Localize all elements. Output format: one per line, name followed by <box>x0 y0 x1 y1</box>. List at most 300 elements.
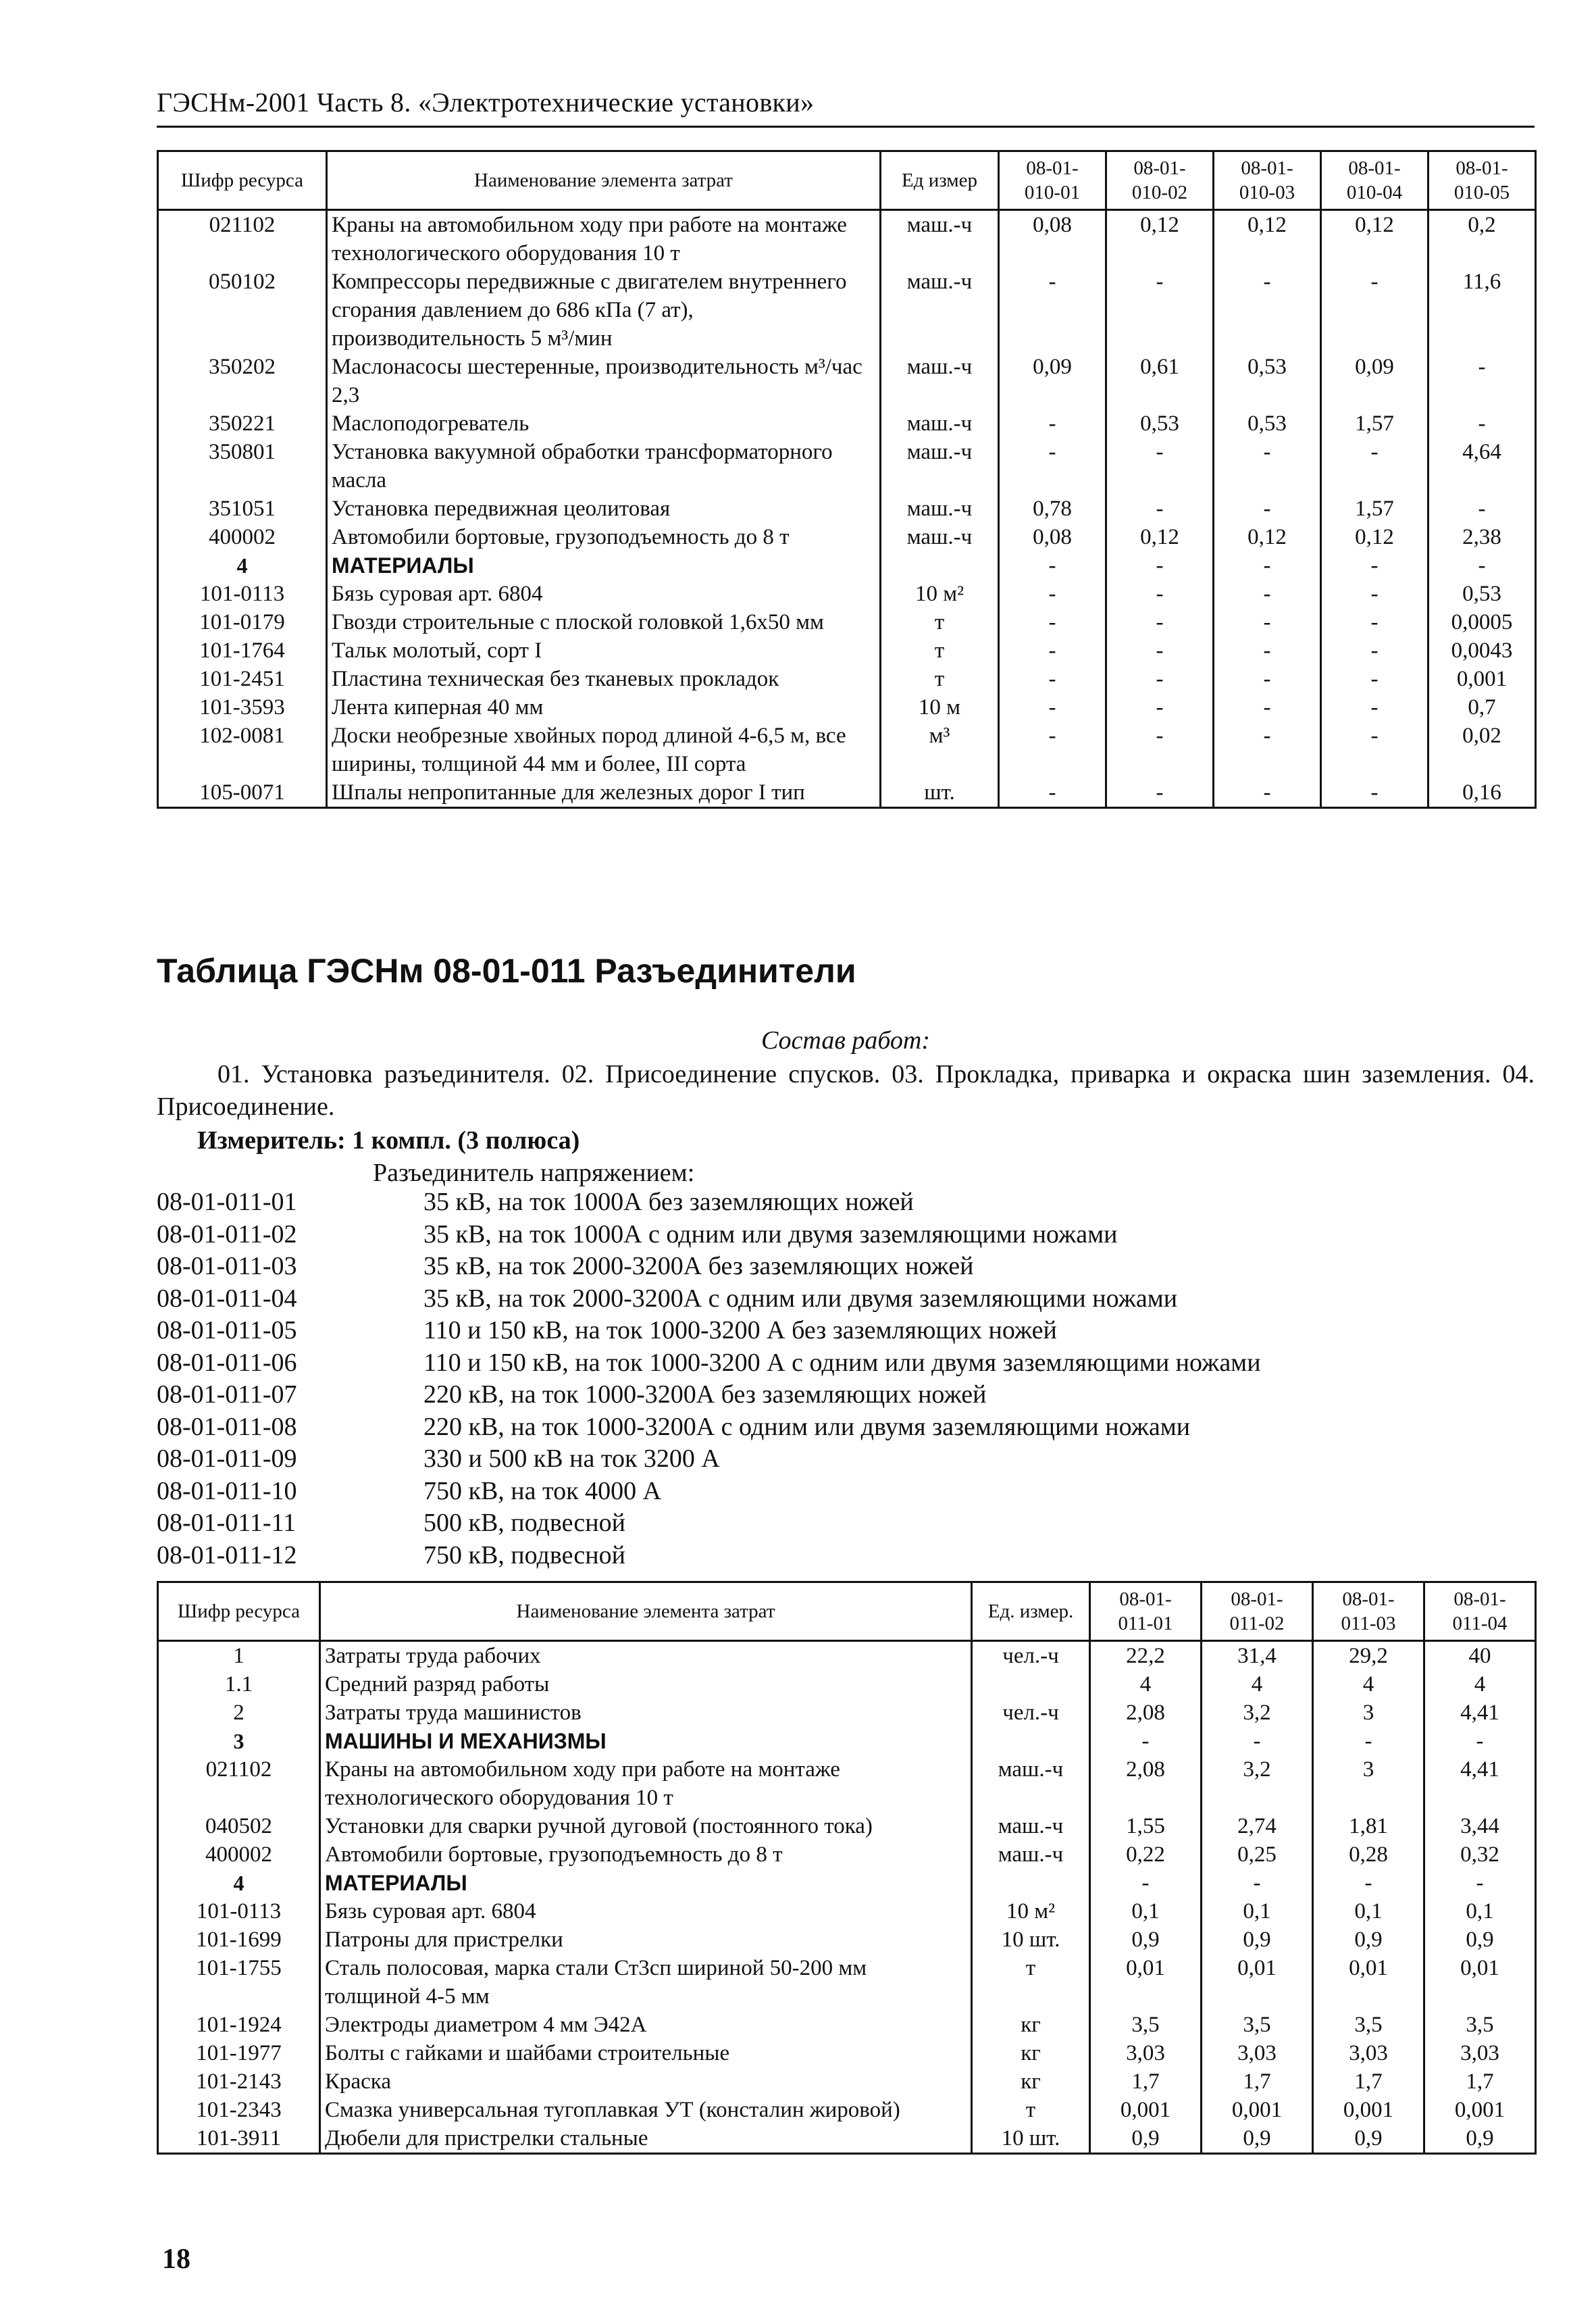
variant-code: 08-01-011-02 <box>157 1219 297 1249</box>
resource-value: 0,12 <box>1214 523 1321 551</box>
resource-unit <box>881 551 999 580</box>
resource-value: 0,78 <box>999 495 1106 523</box>
resource-name: Установка передвижная цеолитовая <box>327 495 881 523</box>
header-code: Шифр ресурса <box>158 1582 320 1641</box>
variant-code: 08-01-011-01 <box>157 1188 297 1216</box>
resource-value: 0,12 <box>1321 210 1428 268</box>
resource-code: 3 <box>158 1727 320 1755</box>
resource-name: Установка вакуумной обработки трансформаторного масла <box>327 438 881 495</box>
resource-value: - <box>1321 551 1428 580</box>
resource-code: 101-1755 <box>158 1954 320 2011</box>
resource-value: 2,38 <box>1428 523 1536 551</box>
table-row <box>158 1926 1536 1954</box>
resource-value: 3,5 <box>1202 2011 1313 2039</box>
resource-value: 0,9 <box>1090 2124 1202 2154</box>
resource-value: 1,7 <box>1090 2067 1202 2096</box>
table-row <box>158 1641 1536 1671</box>
variant-text: 110 и 150 кВ, на ток 1000-3200 А без заземляющих ножей <box>423 1316 1057 1344</box>
resource-value: 3,5 <box>1424 2011 1536 2039</box>
resource-value: - <box>1321 608 1428 636</box>
resource-unit: т <box>881 636 999 665</box>
resource-value: - <box>1214 268 1321 353</box>
resource-code: 101-2343 <box>158 2096 320 2124</box>
variant-text: 35 кВ, на ток 1000А без заземляющих ножей <box>423 1188 914 1216</box>
resource-name: Лента киперная 40 мм <box>327 693 881 722</box>
resource-value: 1,7 <box>1313 2067 1424 2096</box>
resource-value: - <box>1202 1869 1313 1897</box>
resource-value: 0,7 <box>1428 693 1536 722</box>
resource-name: Затраты труда рабочих <box>320 1641 972 1671</box>
resource-unit: маш.-ч <box>881 210 999 268</box>
resource-value: - <box>1106 636 1214 665</box>
resource-unit: кг <box>972 2039 1090 2067</box>
table-row <box>158 580 1536 608</box>
resource-value: - <box>999 693 1106 722</box>
table-row <box>158 438 1536 495</box>
resource-value: 31,4 <box>1202 1641 1313 1671</box>
resource-value: 0,09 <box>1321 353 1428 409</box>
resource-table-08-01-011 <box>157 1581 1537 2155</box>
resource-unit <box>972 1869 1090 1897</box>
resource-name: Тальк молотый, сорт I <box>327 636 881 665</box>
resource-code: 400002 <box>158 523 327 551</box>
resource-unit <box>972 1727 1090 1755</box>
resource-code: 105-0071 <box>158 778 327 808</box>
resource-value: - <box>1428 353 1536 409</box>
variant-code: 08-01-011-06 <box>157 1348 297 1377</box>
resource-value: 4 <box>1424 1670 1536 1699</box>
table-row <box>158 551 1536 580</box>
resource-name: Бязь суровая арт. 6804 <box>320 1897 972 1926</box>
resource-value: 0,28 <box>1313 1840 1424 1869</box>
resource-value: 0,08 <box>999 523 1106 551</box>
resource-code: 101-1977 <box>158 2039 320 2067</box>
resource-name: Бязь суровая арт. 6804 <box>327 580 881 608</box>
resource-value: - <box>999 268 1106 353</box>
table-row <box>158 665 1536 693</box>
resource-value: 11,6 <box>1428 268 1536 353</box>
norm-variant <box>157 1347 1535 1380</box>
resource-name: Маслонасосы шестеренные, производительность м³/час 2,3 <box>327 353 881 409</box>
header-code: Шифр ресурса <box>158 151 327 210</box>
norm-variant <box>157 1315 1535 1347</box>
norm-variant <box>157 1540 1535 1572</box>
resource-value: 0,53 <box>1428 580 1536 608</box>
resource-name: Сталь полосовая, марка стали Ст3сп шириной 50-200 мм толщиной 4-5 мм <box>320 1954 972 2011</box>
meter-line: Измеритель: 1 компл. (3 полюса) <box>197 1126 580 1155</box>
resource-unit: 10 м² <box>972 1897 1090 1926</box>
resource-name: Болты с гайками и шайбами строительные <box>320 2039 972 2067</box>
resource-unit: маш.-ч <box>881 353 999 409</box>
table-row <box>158 778 1536 808</box>
table-row <box>158 1699 1536 1727</box>
resource-unit: кг <box>972 2011 1090 2039</box>
resource-value: 29,2 <box>1313 1641 1424 1671</box>
resource-value: - <box>1424 1869 1536 1897</box>
resource-unit: т <box>881 608 999 636</box>
resource-value: 0,001 <box>1428 665 1536 693</box>
resource-name: Дюбели для пристрелки стальные <box>320 2124 972 2154</box>
resource-value: 4,41 <box>1424 1699 1536 1727</box>
variant-code: 08-01-011-09 <box>157 1444 297 1473</box>
resource-value: - <box>1106 665 1214 693</box>
resource-value: - <box>1090 1727 1202 1755</box>
resource-name: Электроды диаметром 4 мм Э42А <box>320 2011 972 2039</box>
resource-code: 350202 <box>158 353 327 409</box>
resource-value: 0,01 <box>1424 1954 1536 2011</box>
resource-value: - <box>1214 608 1321 636</box>
resource-unit: маш.-ч <box>972 1812 1090 1840</box>
resource-value: 0,9 <box>1313 1926 1424 1954</box>
resource-value: 0,9 <box>1202 2124 1313 2154</box>
resource-unit: 10 шт. <box>972 2124 1090 2154</box>
resource-value: 40 <box>1424 1641 1536 1671</box>
resource-value: - <box>1202 1727 1313 1755</box>
resource-value: - <box>1090 1869 1202 1897</box>
resource-value: - <box>1214 438 1321 495</box>
resource-unit: шт. <box>881 778 999 808</box>
resource-value: - <box>999 665 1106 693</box>
resource-code: 102-0081 <box>158 722 327 778</box>
variant-text: 750 кВ, подвесной <box>423 1540 625 1569</box>
resource-code: 101-1699 <box>158 1926 320 1954</box>
resource-name: Затраты труда машинистов <box>320 1699 972 1727</box>
resource-value: 1,55 <box>1090 1812 1202 1840</box>
resource-code: 101-3911 <box>158 2124 320 2154</box>
header-col: 08-01- 010-04 <box>1321 151 1428 210</box>
resource-name: Автомобили бортовые, грузоподъемность до 8 т <box>320 1840 972 1869</box>
norm-variant <box>157 1443 1535 1476</box>
table-row <box>158 409 1536 438</box>
resource-name: Краны на автомобильном ходу при работе на монтаже технологического оборудования 10 т <box>320 1755 972 1812</box>
variant-code: 08-01-011-07 <box>157 1380 297 1409</box>
resource-value: 0,1 <box>1202 1897 1313 1926</box>
resource-value: - <box>999 551 1106 580</box>
header-col: 08-01- 010-03 <box>1214 151 1321 210</box>
variant-code: 08-01-011-04 <box>157 1284 297 1313</box>
resource-value: - <box>1214 665 1321 693</box>
resource-value: - <box>1321 693 1428 722</box>
resource-name: Краны на автомобильном ходу при работе на монтаже технологического оборудования 10 т <box>327 210 881 268</box>
resource-value: - <box>1428 495 1536 523</box>
resource-unit: маш.-ч <box>881 523 999 551</box>
resource-value: - <box>1106 438 1214 495</box>
resource-value: 0,9 <box>1424 2124 1536 2154</box>
table-row <box>158 268 1536 353</box>
resource-value: 0,0005 <box>1428 608 1536 636</box>
header-col: 08-01- 011-04 <box>1424 1582 1536 1641</box>
variant-text: 220 кВ, на ток 1000-3200А без заземляющих ножей <box>423 1380 987 1409</box>
resource-value: 0,001 <box>1090 2096 1202 2124</box>
work-composition-text: 01. Установка разъединителя. 02. Присоединение спусков. 03. Прокладка, приварка и окраска шин заземления. 04. Присоединение. <box>157 1060 1535 1121</box>
resource-unit: маш.-ч <box>972 1840 1090 1869</box>
resource-value: 2,08 <box>1090 1699 1202 1727</box>
resource-code: 2 <box>158 1699 320 1727</box>
resource-value: 3,03 <box>1313 2039 1424 2067</box>
resource-value: - <box>1321 722 1428 778</box>
resource-unit: 10 шт. <box>972 1926 1090 1954</box>
resource-value: 0,16 <box>1428 778 1536 808</box>
resource-value: 0,25 <box>1202 1840 1313 1869</box>
resource-name: Компрессоры передвижные с двигателем внутреннего сгорания давлением до 686 кПа (7 ат), производительность 5 м³/мин <box>327 268 881 353</box>
resource-code: 350801 <box>158 438 327 495</box>
header-name: Наименование элемента затрат <box>320 1582 972 1641</box>
resource-value: - <box>1214 636 1321 665</box>
resource-table-08-01-010 <box>157 150 1537 809</box>
resource-value: - <box>1321 268 1428 353</box>
variant-text: 35 кВ, на ток 1000А с одним или двумя заземляющими ножами <box>423 1219 1118 1249</box>
variant-code: 08-01-011-12 <box>157 1540 297 1569</box>
resource-unit: м³ <box>881 722 999 778</box>
table-row <box>158 523 1536 551</box>
table-row <box>158 2124 1536 2154</box>
resource-value: 0,2 <box>1428 210 1536 268</box>
voltage-intro: Разъединитель напряжением: <box>373 1159 695 1187</box>
variant-code: 08-01-011-05 <box>157 1316 297 1344</box>
table-row <box>158 1727 1536 1755</box>
header-col: 08-01- 011-03 <box>1313 1582 1424 1641</box>
resource-value: 1,81 <box>1313 1812 1424 1840</box>
resource-value: - <box>1214 580 1321 608</box>
running-header: ГЭСНм-2001 Часть 8. «Электротехнические установки» <box>157 87 815 118</box>
table-row <box>158 2011 1536 2039</box>
resource-value: 0,32 <box>1424 1840 1536 1869</box>
resource-code: 021102 <box>158 210 327 268</box>
resource-value: - <box>1313 1869 1424 1897</box>
resource-value: - <box>1214 495 1321 523</box>
variant-code: 08-01-011-08 <box>157 1412 297 1441</box>
resource-value: 0,08 <box>999 210 1106 268</box>
resource-value: 3,03 <box>1424 2039 1536 2067</box>
resource-code: 1.1 <box>158 1670 320 1699</box>
variant-code: 08-01-011-11 <box>157 1509 297 1537</box>
resource-value: 3,44 <box>1424 1812 1536 1840</box>
resource-unit: кг <box>972 2067 1090 2096</box>
resource-value: 4 <box>1202 1670 1313 1699</box>
resource-value: - <box>1106 778 1214 808</box>
variant-text: 500 кВ, подвесной <box>423 1509 625 1537</box>
resource-value: - <box>1321 580 1428 608</box>
variant-code: 08-01-011-10 <box>157 1476 297 1505</box>
norm-variant <box>157 1379 1535 1411</box>
resource-value: 2,08 <box>1090 1755 1202 1812</box>
variant-text: 35 кВ, на ток 2000-3200А с одним или двумя заземляющими ножами <box>423 1284 1178 1313</box>
resource-name: МАТЕРИАЛЫ <box>320 1869 972 1897</box>
variant-code: 08-01-011-03 <box>157 1252 297 1280</box>
resource-value: - <box>1321 636 1428 665</box>
resource-name: Установки для сварки ручной дуговой (постоянного тока) <box>320 1812 972 1840</box>
resource-code: 4 <box>158 551 327 580</box>
resource-value: 0,9 <box>1090 1926 1202 1954</box>
resource-name: Краска <box>320 2067 972 2096</box>
resource-name: МАТЕРИАЛЫ <box>327 551 881 580</box>
resource-name: МАШИНЫ И МЕХАНИЗМЫ <box>320 1727 972 1755</box>
resource-unit: маш.-ч <box>881 268 999 353</box>
resource-code: 350221 <box>158 409 327 438</box>
resource-code: 4 <box>158 1869 320 1897</box>
resource-value: - <box>999 438 1106 495</box>
resource-value: 3,2 <box>1202 1699 1313 1727</box>
resource-value: 0,001 <box>1424 2096 1536 2124</box>
resource-value: - <box>1321 438 1428 495</box>
table-row <box>158 1670 1536 1699</box>
resource-value: - <box>1214 722 1321 778</box>
resource-value: - <box>1106 722 1214 778</box>
norm-variant <box>157 1283 1535 1315</box>
resource-value: 4,41 <box>1424 1755 1536 1812</box>
resource-value: 0,9 <box>1313 2124 1424 2154</box>
resource-value: 4 <box>1090 1670 1202 1699</box>
norm-variant <box>157 1186 1535 1219</box>
resource-code: 101-3593 <box>158 693 327 722</box>
resource-code: 101-1924 <box>158 2011 320 2039</box>
table-row <box>158 722 1536 778</box>
variant-text: 35 кВ, на ток 2000-3200А без заземляющих ножей <box>423 1252 974 1280</box>
table-row <box>158 210 1536 268</box>
resource-value: 1,57 <box>1321 409 1428 438</box>
header-col: 08-01- 010-01 <box>999 151 1106 210</box>
resource-name: Пластина техническая без тканевых прокладок <box>327 665 881 693</box>
norm-variant <box>157 1411 1535 1444</box>
resource-value: - <box>1214 693 1321 722</box>
resource-unit: т <box>972 1954 1090 2011</box>
resource-value: 22,2 <box>1090 1641 1202 1671</box>
resource-value: 3,5 <box>1313 2011 1424 2039</box>
resource-value: 0,22 <box>1090 1840 1202 1869</box>
resource-value: - <box>999 778 1106 808</box>
resource-name: Гвозди строительные с плоской головкой 1,6х50 мм <box>327 608 881 636</box>
table-title: Таблица ГЭСНм 08-01-011 Разъединители <box>157 952 856 990</box>
resource-value: 3,5 <box>1090 2011 1202 2039</box>
resource-code: 351051 <box>158 495 327 523</box>
resource-value: 0,53 <box>1214 353 1321 409</box>
header-unit: Ед измер <box>881 151 999 210</box>
resource-unit: маш.-ч <box>881 495 999 523</box>
resource-value: 0,12 <box>1106 210 1214 268</box>
table-row <box>158 2039 1536 2067</box>
resource-value: - <box>1428 551 1536 580</box>
resource-name: Доски необрезные хвойных пород длиной 4-6,5 м, все ширины, толщиной 44 мм и более, III сорта <box>327 722 881 778</box>
resource-value: - <box>999 608 1106 636</box>
resource-code: 101-0113 <box>158 580 327 608</box>
table-row <box>158 1954 1536 2011</box>
variant-text: 330 и 500 кВ на ток 3200 А <box>423 1444 720 1473</box>
resource-value: 0,1 <box>1090 1897 1202 1926</box>
table-row <box>158 353 1536 409</box>
header-col: 08-01- 010-02 <box>1106 151 1214 210</box>
variant-text: 750 кВ, на ток 4000 А <box>423 1476 662 1505</box>
resource-value: 4 <box>1313 1670 1424 1699</box>
resource-unit: маш.-ч <box>881 409 999 438</box>
resource-value: 0,02 <box>1428 722 1536 778</box>
table-row <box>158 1812 1536 1840</box>
norm-variant <box>157 1251 1535 1283</box>
resource-value: 0,12 <box>1321 523 1428 551</box>
resource-value: - <box>1214 551 1321 580</box>
resource-value: 0,1 <box>1424 1897 1536 1926</box>
resource-value: - <box>1106 608 1214 636</box>
resource-unit: т <box>972 2096 1090 2124</box>
header-col: 08-01- 011-01 <box>1090 1582 1202 1641</box>
table-row <box>158 2067 1536 2096</box>
resource-value: 0,001 <box>1202 2096 1313 2124</box>
resource-value: - <box>1106 268 1214 353</box>
resource-unit: т <box>881 665 999 693</box>
resource-unit <box>972 1670 1090 1699</box>
resource-value: - <box>1106 580 1214 608</box>
table-row <box>158 608 1536 636</box>
resource-name: Шпалы непропитанные для железных дорог I тип <box>327 778 881 808</box>
resource-name: Маслоподогреватель <box>327 409 881 438</box>
resource-value: 4,64 <box>1428 438 1536 495</box>
resource-value: - <box>1428 409 1536 438</box>
resource-unit: 10 м² <box>881 580 999 608</box>
header-col: 08-01- 011-02 <box>1202 1582 1313 1641</box>
resource-unit: маш.-ч <box>881 438 999 495</box>
header-unit: Ед. измер. <box>972 1582 1090 1641</box>
resource-value: 1,57 <box>1321 495 1428 523</box>
norm-variant <box>157 1476 1535 1508</box>
resource-value: 0,001 <box>1313 2096 1424 2124</box>
resource-value: 0,01 <box>1313 1954 1424 2011</box>
resource-value: 0,09 <box>999 353 1106 409</box>
resource-code: 1 <box>158 1641 320 1671</box>
resource-value: - <box>999 409 1106 438</box>
resource-code: 101-1764 <box>158 636 327 665</box>
resource-value: 3,03 <box>1202 2039 1313 2067</box>
table-row <box>158 1897 1536 1926</box>
resource-code: 021102 <box>158 1755 320 1812</box>
resource-value: 0,1 <box>1313 1897 1424 1926</box>
resource-code: 040502 <box>158 1812 320 1840</box>
resource-value: 0,61 <box>1106 353 1214 409</box>
resource-value: 0,9 <box>1424 1926 1536 1954</box>
resource-value: 0,53 <box>1106 409 1214 438</box>
resource-value: 0,01 <box>1202 1954 1313 2011</box>
table-row <box>158 2096 1536 2124</box>
resource-value: 0,12 <box>1214 210 1321 268</box>
resource-code: 101-0179 <box>158 608 327 636</box>
variant-text: 220 кВ, на ток 1000-3200А с одним или двумя заземляющими ножами <box>423 1412 1191 1441</box>
resource-code: 101-2451 <box>158 665 327 693</box>
resource-value: - <box>1321 778 1428 808</box>
resource-value: 0,53 <box>1214 409 1321 438</box>
resource-value: 3,2 <box>1202 1755 1313 1812</box>
resource-value: - <box>1321 665 1428 693</box>
resource-value: 0,0043 <box>1428 636 1536 665</box>
resource-value: 1,7 <box>1424 2067 1536 2096</box>
resource-value: 2,74 <box>1202 1812 1313 1840</box>
resource-value: 0,9 <box>1202 1926 1313 1954</box>
work-composition-heading: Состав работ: <box>761 1026 931 1055</box>
resource-code: 050102 <box>158 268 327 353</box>
resource-value: 0,01 <box>1090 1954 1202 2011</box>
resource-name: Средний разряд работы <box>320 1670 972 1699</box>
table-row <box>158 1869 1536 1897</box>
resource-name: Патроны для пристрелки <box>320 1926 972 1954</box>
resource-value: 1,7 <box>1202 2067 1313 2096</box>
table-row <box>158 693 1536 722</box>
resource-value: - <box>1106 551 1214 580</box>
resource-unit: чел.-ч <box>972 1641 1090 1671</box>
resource-value: 3 <box>1313 1755 1424 1812</box>
resource-unit: 10 м <box>881 693 999 722</box>
resource-code: 101-0113 <box>158 1897 320 1926</box>
resource-value: - <box>999 636 1106 665</box>
norm-variants-list <box>157 1186 1535 1571</box>
resource-value: - <box>999 580 1106 608</box>
header-name: Наименование элемента затрат <box>327 151 881 210</box>
